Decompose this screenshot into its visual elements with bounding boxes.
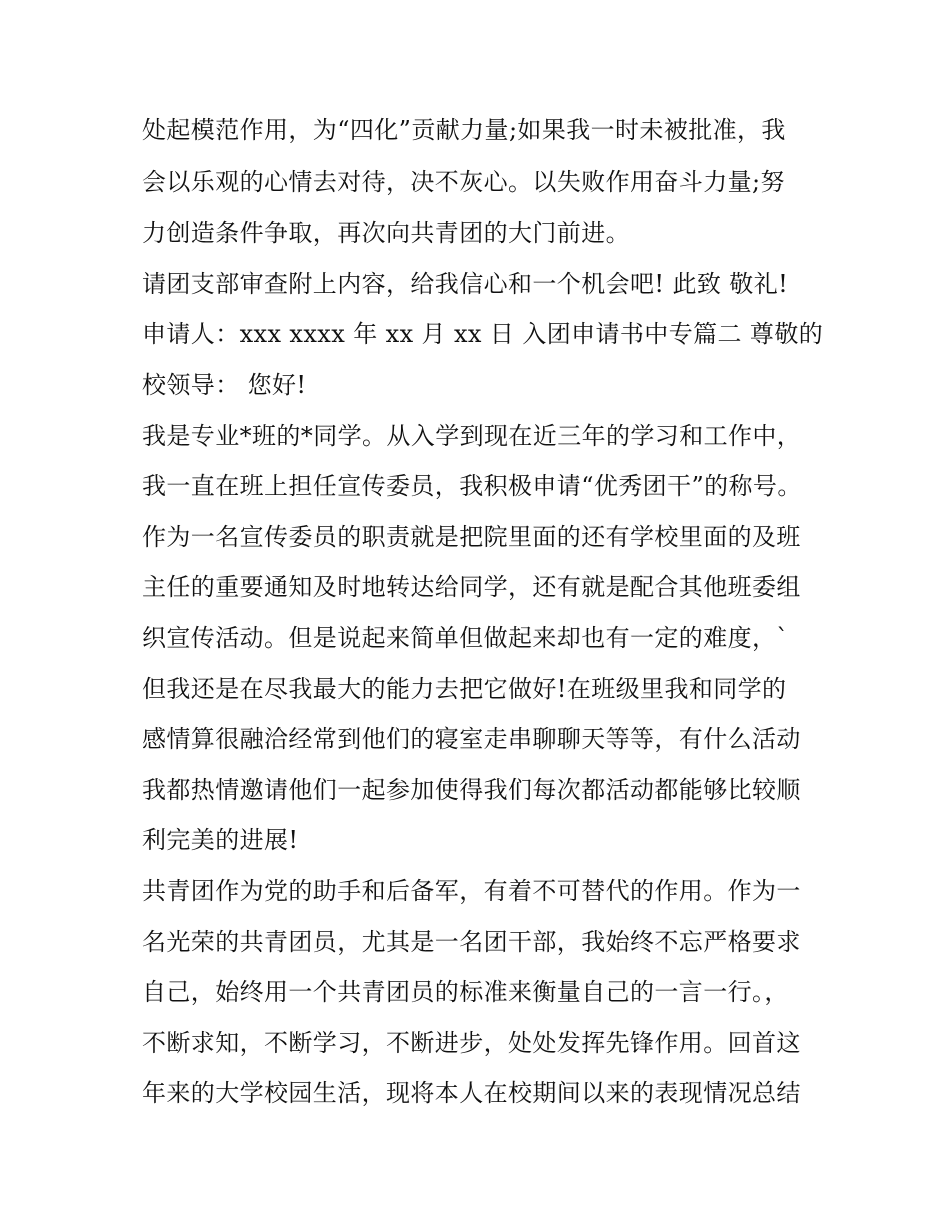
text-line: 请团支部审查附上内容，给我信心和一个机会吧! 此致 敬礼! [142, 270, 789, 298]
text-line: 感情算很融洽经常到他们的寝室走串聊聊天等等，有什么活动 [142, 725, 801, 753]
text-line: 年来的大学校园生活，现将本人在校期间以来的表现情况总结 [142, 1079, 801, 1107]
text-line: 我是专业*班的*同学。从入学到现在近三年的学习和工作中， [142, 422, 802, 450]
text-line: 利完美的进展! [142, 826, 299, 854]
text-line: 校领导： 您好! [142, 371, 307, 399]
text-line: 名光荣的共青团员，尤其是一名团干部，我始终不忘严格要求 [142, 928, 801, 956]
text-line: 作为一名宣传委员的职责就是把院里面的还有学校里面的及班 [142, 523, 801, 551]
text-line: 我都热情邀请他们一起参加使得我们每次都活动都能够比较顺 [142, 776, 801, 804]
text-line: 力创造条件争取，再次向共青团的大门前进。 [142, 219, 630, 247]
text-line: 我一直在班上担任宣传委员，我积极申请“优秀团干”的称号。 [142, 472, 802, 500]
text-line: 申请人：xxx xxxx 年 xx 月 xx 日 入团申请书中专篇二 尊敬的 [142, 320, 824, 348]
text-line: 会以乐观的心情去对待，决不灰心。以失败作用奋斗力量;努 [142, 168, 785, 196]
text-line: 不断求知，不断学习，不断进步，处处发挥先锋作用。回首这 [142, 1029, 801, 1057]
text-line: 织宣传活动。但是说起来简单但做起来却也有一定的难度，` [142, 624, 789, 652]
text-line: 主任的重要通知及时地转达给同学，还有就是配合其他班委组 [142, 573, 801, 601]
text-line: 处起模范作用，为“四化”贡献力量;如果我一时未被批准，我 [142, 116, 786, 144]
text-line: 共青团作为党的助手和后备军，有着不可替代的作用。作为一 [142, 877, 801, 905]
text-line: 自己，始终用一个共青团员的标准来衡量自己的一言一行。， [142, 978, 789, 1006]
text-line: 但我还是在尽我最大的能力去把它做好!在班级里我和同学的 [142, 675, 787, 703]
